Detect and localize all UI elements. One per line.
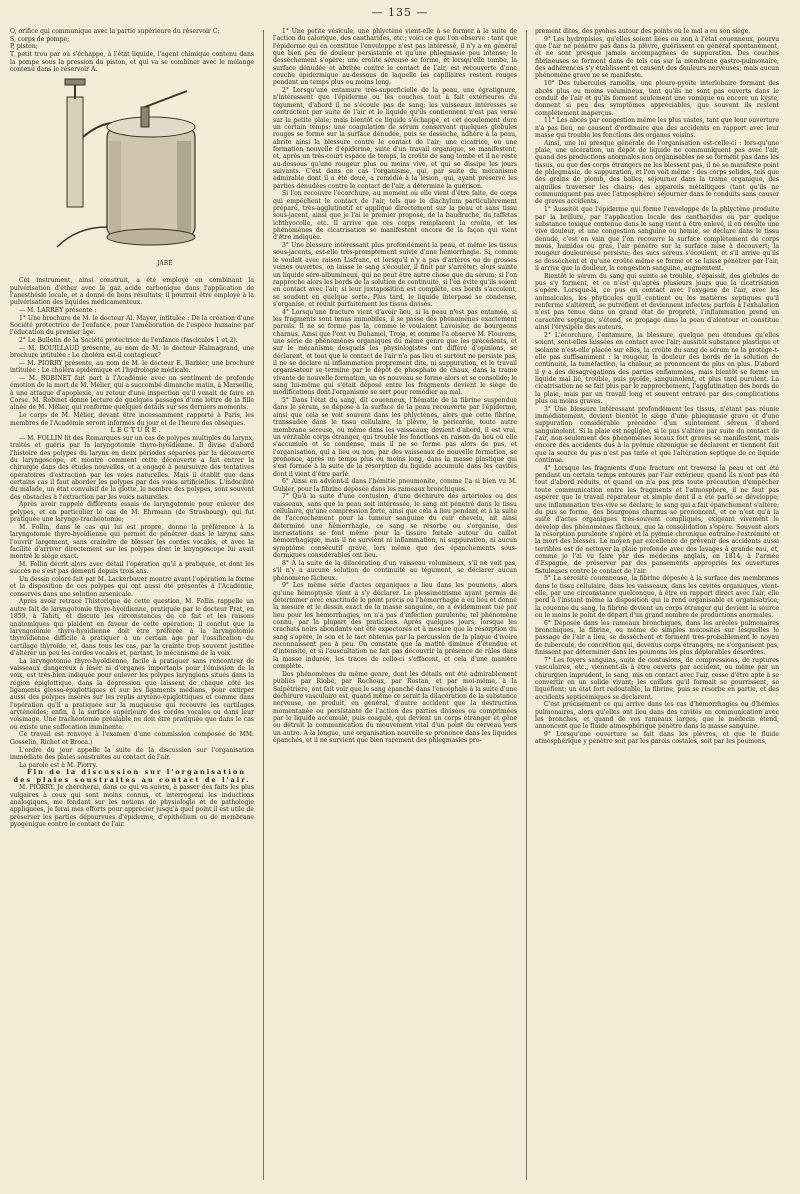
paragraph: 10° Des tubercules ramollis, une pleuro-pyoïte interlobaire formant des abcès plus ou moins volumineux, tant qu'ils ne sont pas ouverts dans le conduit de l'air et qu'ils forment seulement une vomique ou encore un kyste, donnent si peu des symptômes appréciables, que souvent ils restent complètement inaperçus.	[535, 80, 779, 117]
paragraph: 9° Les hydropisies, qu'elles soient liées ou non à l'état couenneux, pourvu que l'air ne pénètre pas dans la plèvre, guérissent en général spontanément, et ne sont presque jamais accompagnées de suppuration. Des couches fibrineuses se forment dans de tels cas sur la membrane gastro-pulmonaire, des adhérences s'y établissent et causent des douleurs nerveuses; mais aucun phénomène grave ne se manifeste.	[535, 35, 779, 80]
paragraph: M. PIORRY. Je chercherai, dans ce qui va suivre, à passer des faits les plus vulgaires à ceux qui sont moins connus, et interrogerai les inductions analogiques, me fondant sur les notions de physiologie et de pathologie appliquées, je ferai mes efforts pour apprécier jusqu'à quel point il est utile de préserver les parties dépourvues d'épiderme, d'épithélium ou de membrane pyogénique contre le contact de l'air.	[10, 784, 254, 829]
paragraph: C'est précisément ce qui arrive dans les cas d'hémorrhagies ou d'hémies pulmonaires, alors qu'elles ont lieu dans des cavités en communication avec les bronches, et quand de vos rameaux larges, que le médecin étend, annoncent que le fluide atmosphérique pénètre dans la masse sanguine.	[535, 701, 779, 731]
paragraph: — M. BOUILLAUD présente, au nom de M. le docteur Halmagrand, une brochure intitulée : Le choléra est-il contagieux?	[10, 344, 254, 360]
paragraph: 3° Une blessure intéressant plus profondément la peau, et même les tissus sous-jacents, est-elle très-promptement suivie d'une hémorrhagie. Si, comme le voulait avec raison Lisfranc, et lorsqu'il n'y a pas d'artères ou de grosses veines ouvertes, on laisse le sang s'écouler, il finit par s'arrêter; alors suinte un liquide séro-albumineux, qui ne peut être autre chose que du sérum; si l'on rapproche alors les bords de la solution de continuité, si l'on évite qu'ils soient en contact avec l'air, si leur juxtaposition est complète, ces bords s'accolent, se soudent en quelque sorte. Plus tard, le liquide interposé se condense, s'organise, et réunit parfaitement les tissus divisés.	[273, 242, 517, 308]
paragraph: Le corps de M. Mélier, devant être incessamment rapporté à Paris, les membres de l'Académie seront informés du jour et de l'heure des obsèques.	[10, 412, 254, 427]
paragraph: 9° Les même série d'actes organiques a lieu dans les poumons, alors qu'une hémoptysie vient à s'y déclarer. Le plessimétrisme ayant permis de déterminer avec exactitude le point précis où l'hémorrhagie a eu lieu et donné la mesure et le dessin exact de la masse sanguine, on a évidemment tué par lieu pour les hémorrhagies, on n'a pas d'infection purulente; tel phénomène connu, par la plupart des praticiens. Après quelques jours, lorsque les crachats noirs abondants ont été expectorés et à mesure que la résorption du sang s'opère, le son et le tact obtenus par la percussion de la plaque d'ivoire reconnaissent peu à peu. On constate que la matité diminue d'étendue et d'intensité, et si l'auscultation ne fait pas découvrir la présence de râles dans la masse indurée, les traces de cello-ci s'effacent, et cela d'une manière complète.	[273, 582, 517, 671]
paragraph: — M. FOLLIN lit des Remarques sur un cas de polypes multiples du larynx, traités et guéris par la laryngotomie thyro-hyoïdienne. Il divise d'abord l'histoire des polypes du larynx en deux périodes séparées par la découverte du laryngoscope, et montre comment cette découverte a fait entrer la chirurgie dans des études nouvelles, et a engagé à poursuivre des tentatives opératoires d'extraction par les voies naturelles. Mais il établit que dans certains cas il faut aborder les polypes par des voies artificielles. L'indocilité du malade, un état convulsif de la glotte, le nombre des polypes, sont souvent des obstacles à l'extraction par les voies naturelles.	[10, 434, 254, 501]
paragraph: M. Follin décrit alors avec détail l'opération qu'il a pratiquée, et dont les succès ne s'est pas démenti depuis trois ans.	[10, 560, 254, 576]
column-middle	[273, 28, 517, 1188]
paragraph: 5° Dans l'état du sang, dit couenneux, l'hématie de la fibrine suspendue dans le sérum, se dépose à la surface de la peau recouverte par l'épiderme, ainsi que cela se voit souvent dans les phlyctènes, alors que cette fibrine, transsudée dans le tissu cellulaire, la plèvre, le péricarde, toute autre membrane séreuse, ou même dans les vaisseaux; devient d'abord, il est vrai, un véritable corps étranger, qui trouble les fonctions en raison du lieu où elle s'accumule et se condense, mais il ne se forme pas alors de pus, et l'organisation, qui a lieu ou non, par des vaisseaux de nouvelle formation, se prononce, après un temps plus ou moins long, dans la masse plastique qui s'est formée à la suite de la résorption du liquide accumulé dans les cavités dont il vient d'être parlé.	[273, 397, 517, 478]
legend-line: O, orifice qui communique avec la partie supérieure du réservoir C;	[10, 28, 220, 35]
paragraph: 1° Une petite vésicule, une phlyctène vient-elle à se former à la suite de l'action du calorique, des cantharides, etc.; voici ce que l'on observe : tant que l'épiderme qui en constitue l'enveloppe n'est pas intéressé, il n'y a en général que bien peu de douleur persistante et qu'une phlegmasie peu intense; le dessèchement s'opère; une croûte séreuse se forme, et lorsqu'elle tombe, la surface dénudée et abritée contre le contact de l'air, est recouverte d'une couche épidermique au-dessous de laquelle les capillaires restent rouges pendant un temps plus ou moins long.	[273, 28, 517, 87]
column-left	[10, 28, 254, 1188]
paragraph: Après avoir rappelé différents essais de laryngotomie pour enlever des polypes, et en particulier le cas de M. Ehrmann (de Strasbourg), qui fut pratiquée une laryngo-trachéotomie;	[10, 501, 254, 524]
paragraph: La laryngotomie thyro-hyoïdienne, facile à pratiquer sans rencontrer de vaisseaux dangereux à léser ni d'organes importants pour l'émission de la voix, est très-bien indiquée pour enlever les polypes laryngiens situés dans la région épiglottique, dans la dépression que laissent de chaque côté les ligaments glosso-épiglottiques et sur les ligaments médians, pour extirper aussi des polypes insérés sur les replis aryténo-épiglottiques et comme dans l'opération qu'il a pratiquée sur la muqueuse qui recouvre les cartilages aryténoïdes; enfin, à la surface supérieure des cordes vocales ou dans leur voisinage. Une trachéotomie préalable ne doit être pratiquée que dans le cas où existe une suffocation imminente.	[10, 657, 254, 731]
pump-cylinder	[67, 97, 83, 207]
legend-line: T, petit trou par où s'échappe, à l'état liquide, l'agent chimique contenu dans la pompe sous la pression du piston, et qui va se combiner avec le mélange contenu dans le réservoir A.	[10, 51, 254, 73]
section-heading-discussion: Fin de la discussion sur l'organisation des plaies soustraites au contact de l'air.	[13, 768, 251, 784]
paragraph: Après avoir retracé l'historique de cette question, M. Follin rappelle un autre fait de laryngotomie thyro-hyoïdienne, pratiquée par le docteur Prat, en 1859, à Tahiti, et discute les circonstances de ce fait et les raisons anatomiques qui plaident en faveur de cette opération; il conclut que la laryngotomie thyro-hyoïdienne doit être préférée à la laryngotomie thyroïdienne difficile à pratiquer à un certain âge par l'ossification du cartilage thyroïde, et, dans tous les cas, par la crainte trop souvent justifiée d'altérer un peu les cordes vocales et, partant, le mécanisme de la voix.	[10, 598, 254, 657]
apparatus-illustration	[10, 77, 254, 273]
paragraph: Cet instrument, ainsi construit, a été employé en combinant la pulvérisation d'éther avec le gaz acide carbonique dans l'application de l'anesthésie locale, et a donné de bons résultats; il pourrait être employé à la pulvérisation des liquides médicamenteux.	[10, 277, 254, 307]
column-divider	[526, 30, 527, 1180]
paragraph: 2° Lorsqu'une entamure très-superficielle de la peau, une égratignure, n'intéressent que l'épiderme ou les couches tout à fait extérieures du tégument, d'abord il ne s'écoule pas de sang; les vaisseaux intéressés se contractent par suite de l'air et le liquide qu'ils contiennent n'est pas versé sur la petite plaie; mais bientôt ce liquide s'échappe, et cet écoulement dure un certain temps; une coagulation de sérum conservant quelques globules rouges se forme sur la surface dénudée, puis se dessèche, adhère à la peau, abrite ainsi la blessure contre le contact de l'air; une cicatrice, ou une formation nouvelle d'épiderme, suite d'un travail organique, se manifestent, et, après un très-court espace de temps, la croûte de sang tombe et il ne reste au-dessous qu'une rougeur plus ou moins vive, et qui se dissipe les jours suivants. C'est dans ce cas l'organisme, qui, par suite du mécanisme admirable dont il a été doué, a remédié à la lésion, qui, ayant préservé les parties dénudées contre le contact de l'air, a déterminé la guérison.	[273, 87, 517, 190]
section-heading-lecture: LECTURE.	[110, 426, 163, 435]
reservoir-top	[107, 117, 195, 137]
paragraph: 1° Une brochure de M. le docteur Al. Mayer, intitulée : De la création d'une Société protectrice de l'enfance, pour l'amélioration de l'espèce humaine par l'éducation du premier âge.	[10, 314, 254, 337]
paragraph: — M. PIORRY présente, au nom de M. le docteur E. Barbier, une brochure intitulée : Le choléra épidémique et l'hydrologie médicale.	[10, 359, 254, 375]
paragraph: Bientôt le sérum du sang qui suinte se trouble, s'épaissit, des globules de pus s'y forment, et ce n'est qu'après plusieurs jours que la cicatrisation s'opère. Lorsque-là, ce pus en contact avec l'oxygène de l'air, avec les animalcules, les phyticules qu'il contient ou les matières septiques qu'il renferme s'altèrent, se putréfient et deviennent infectes; parfois à l'exhalation n'est pas tenue dans un grand état de propreté, l'inflammation prend un caractère septique, s'étend, se propage dans la peau d'alentour et constitue ainsi l'érysipèle des auteurs.	[535, 272, 779, 332]
page-number: — 135 —	[371, 6, 429, 19]
paragraph: 4° Lorsque les fragments d'une fracture ont traversé la peau et ont été pendant un certain temps entourés par l'air extérieur, quand ils n'ont pas été tout d'abord réduits, et quand on n'a pas pris toute précaution d'empêcher toute communication entre les fragments et l'atmosphère, il ne faut pas espérer que le travail réparateur et simple dont il a été parlé se développe; une inflammation très-vive se déclare; le sang qui a fait épanchement s'altère; du pus se forme, des bourgeons charnus se prononcent, et ce n'est qu'à la suite d'actes organiques très-souvent compliqués, exigeant vivement le dévelop des phénomènes fâcheux, que la consolidation s'opère. Souvent alors la résorption purulente s'opère et la pyémie chronique entraîne l'extrémité et la mort des blessés. Le moyen par excellence de prévenir des accidents aussi terribles est de nettoyer la plaie profonde avec des lavages à grande eau, et, comme je l'ai vu faire par des médecins anglais, en 1814, à l'armée d'Espagne, de préserver par des pansements appropriés les ouvertures fistuleuses contre le contact de l'air.	[535, 464, 779, 575]
paragraph: 11° Les abcès par congestion même les plus vastes, tant que leur ouverture n'a pas lieu, ne causent d'ordinaire que des accidents en rapport avec leur masse qui trouble les fonctions des organes voisins.	[535, 117, 779, 139]
paragraph: Si l'on recouvre l'écorchure, au moment où elle vient d'être faite, de corps qui empêchent le contact de l'air, tels que le diachylum particulièrement préparé, très-agglutinatif et appliqué directement sur la peau et sans tissu sous-jacent, ainsi que je l'ai le premier proposé, de la baudruche, du taffetas ichthyocolle, etc. Il arrive que ces corps remplacent la croûte, et les phénomènes de cicatrisation se manifestent encore de la façon qui vient d'être indiquée.	[273, 190, 517, 242]
paragraph: — M. ROBINET fait part à l'Académie avec un sentiment de profonde émotion de la mort de M. Mélier, qui a succombé dimanche matin, à Marseille, à une attaque d'apoplexie, au retour d'une inspection qu'il venait de faire en Corse. M. Robinet donne lecture de quelques passages d'une lettre de la fille aînée de M. Mélier, qui renferme quelques détails sur ses derniers moments.	[10, 375, 254, 412]
figure-signature: JABÉ	[157, 260, 173, 268]
paragraph: 9° Lorsqu'une ouverture se fait dans les plèvres, et que le fluide atmosphérique y pénètre soit par les parois costales, soit par les poumons,	[535, 731, 779, 746]
paragraph: 5° La sérosité couenneuse, la fibrine déposée à la surface des membranes dans le tissu cellulaire, dans les vaisseaux, dans les cavités organiques, vient-elle, par une circonstance quelconque, à être en rapport direct avec l'air, elle perd à l'instant même la disposition qui la rend organisable et organisatrice; la couenne du sang, la fibrine devient un corps étranger qui devient la source ou le moins le point de départ d'un grand nombre de productions anormales.	[535, 575, 779, 620]
paragraph: Un dessin coloré fait par M. Lackerbauer montre avant l'opération la forme et la disposition de ces polypes qui ont aussi été présentés à l'Académie, conservés dans une solution arsenicale.	[10, 576, 254, 598]
paragraph: 2° Le Bulletin de la Société protectrice de l'enfance (fascicules 1 et 2).	[19, 337, 238, 345]
paragraph: M. Follin, dans le cas qui lui est propre, donne la préférence à la laryngotomie thyro-hyoïdienne qui permet de pénétrer dans le larynx sans l'ouvrir largement, sans craindre de blesser les cordes vocales, et avec la facilité d'arriver directement sur les polypes dont le laryngoscope lui avait montré le siège exact.	[10, 523, 254, 561]
paragraph: La parole est à M. Piorry.	[19, 761, 98, 769]
paragraph: 6° Déposée dans les rameaux bronchiques, dans les aréoles pulmonaires bronchiques, la fibrine, ou même de simples mucosités sur lesquelles le passage de l'air a lieu, se dessèchent et forment très-probablement le noyau de tubercule, de concrétion qui, devenus corps étrangers, ne s'organisent pas, finissent par déterminer dans les poumons les plus déplorables désordres.	[535, 619, 779, 657]
paragraph: 3° Une blessure intéressant profondément les tissus, n'étant pas réunie immédiatement, devient bientôt le siège d'une phlegmasie grave et d'une suppuration considérable précédée d'un suintement séreux d'abord sanguinolent. Si la plaie est négligée, si le pus s'altère par suite du contact de l'air, non-seulement des phénomènes locaux fort graves se manifestent, mais encore des accidents dus à la pyémie chronique se déclarent et tiennent fait que la source du pus n'est pas tarie et que l'altération septique de ce liquide continue.	[535, 405, 779, 465]
paragraph: 6° Ainsi en advient-il dans l'hémitie pneumonite, comme l'a si bien vu M. Gubler, pour la fibrine déposée dans les rameaux bronchiques.	[273, 478, 517, 493]
piston-handle	[65, 79, 85, 85]
paragraph: Ce travail est renvoyé à l'examen d'une commission composée de MM. Gosselin, Richet et Broca.)	[10, 731, 254, 746]
column-right	[535, 28, 779, 1188]
paragraph: L'ordre du jour appelle la suite de la discussion sur l'organisation immédiate des plaies soustraites au contact de l'air.	[10, 746, 254, 761]
nozzle	[141, 107, 149, 127]
paragraph: 1° Aussitôt que l'épiderme qui forme l'enveloppe de la phlyctène produite par la brûlure, par l'application locale des cantharides ou par quelque substance toxique contenue dans le sang vient à être enlevé, il en résulte une vive douleur, et une congestion sanguine ou hémie, se déclare dans le tissu dénudé, c'est en vain que l'on recouvre la surface complètement de corps mous, humides ou gras, l'air pénètre sur la surface mise à découvert; la rougeur douloureuse persiste; des sucs séreux s'écoulent, et s'il arrive qu'ils se dessèchent et qu'une croûte même se forme et se laisse pénétrer par l'air, il arrive que la douleur, la congestion sanguine, augmentent.	[535, 206, 779, 272]
paragraph: prement dites, des pyohes autour des points où le mal a eu son siège.	[535, 28, 751, 35]
paragraph: Ainsi, une loi presque générale de l'organisation est-celle-ci : lors-qu'une plaie, une ulcération, un dépôt de liquide ne communiquent pas avec l'air, quand des productions anormales non organisables ne se forment pas dans les tissus, ou que des corps étrangers ne les blessent pas, il ne se manifeste point de phlegmasie, de suppuration, et l'on voit même : des corps solides, tels que des grains de plomb, des balles, séjourner dans la trame organique, des aiguilles traverser les chairs; des appareils métalliques (tant qu'ils ne communiquent pas avec l'atmosphère) séjourner dans le conduits sans causer de graves accidents.	[535, 139, 779, 206]
paragraph: — M. LARREY présente :	[19, 307, 97, 314]
reservoir-base	[107, 229, 195, 245]
pump-apparatus-figure	[37, 77, 227, 273]
paragraph: 7° Les foyers sanguins, suite de contusions, de compressions, de ruptures vasculaires, etc., viennent-ils à être ouverts par accident, ou même par un chirurgien imprudent, le sang, mis en contact avec l'air, cesse d'être apte à se convertir en un solide vivant; les caillots qu'il formait se pourrissent, se liquéfient; un état fort redoutable, la fibrine, puis se résorbe en partie, et des accidents septicémiques se déclarent.	[535, 656, 779, 701]
paragraph: 7° Qu'à la suite d'une contusion, d'une déchirure des artérioles ou des vaisseaux, sans que la peau soit intéressée, le sang ait pénétré dans le tissu cellulaire, qu'une compression forte, ainsi que cela a lieu pendant et à la suite de l'accouchement pour la tumeur sanguine du cuir chevelu, ait ainsi déterminé une hémorrhagie, ce sang se résorbe ou s'organise, des incrustations se font même pour la tissure fœtale autour du caillot hémorrhagique, mais il ne survient ni inflammation, ni suppuration, ni aucun symptôme consécutif grave, lors même que des épanchements sous-dermiques considérables ont lieu.	[273, 493, 517, 560]
paragraph: 2° L'écorchure, l'entamure, la blessure, quelque peu étendues qu'elles soient, sont-elles laissées en contact avec l'air; aussitôt substance plastique et isolante n'est-elle placée sur elles, la croûte du sang de sérum ne la protège-t-elle pas suffisamment : la rougeur, la douleur des bords de la solution de continuité, la tuméfaction, la chaleur, se prononcent de plus en plus. D'abord il y a des désagrégations des parties enflammées, mais bientôt se forme un liquide mal lié, trouble, puis pyoïde, sanguinolent, et plus tard purulent. La cicatrisation ne se fait plus par le rapprochement, l'agglutination des bords de la plaie, mais par un travail long et souvent entravé par des complications plus ou moins graves.	[535, 331, 779, 405]
column-divider	[263, 30, 264, 1180]
legend-line: P, piston;	[10, 43, 38, 51]
legend-line: S, corps de pompe;	[10, 35, 70, 43]
paragraph: Des phénomènes du même genre, dont les détails ont été admirablement publiés par Riobé, par Rochoux, par Rostan, et par moi-même, à la Salpêtrière, ont fait voir que le sang épanché dans l'encéphale à la suite d'une déchirure vasculaire est, quand même ce serait la dilacération de la substance nerveuse, ne produit, en général, d'autre accident que la destruction momentanée ou persistante de l'action des parties divisées ou comprimées par le liquide accumulé, puis coagulé, qui devient un corps étranger et gêne ou détruit la communication du mouvement vital d'un point du cerveau vers un autre. A la longue, une organisation nouvelle se prononce dans les liquides épanchés, et il ne survient que bien rarement des phlegmasies pro-	[273, 670, 517, 744]
paragraph: 8° A la suite de la dilacération d'un vaisseau volumineux, s'il ne voit pas, s'il n'y a aucune solution de continuité au tégument, se déclarer aucun phénomène fâcheux.	[273, 559, 517, 582]
paragraph: 4° Lorsqu'une fracture vient d'avoir lieu, si la peau n'est pas entamée, si les fragments sont tenus immobiles, il se passe des phénomènes exactement pareils. Il ne se forme pas là, comme le voulaient Lavoisier, de bourgeons charnus. Ainsi que l'ont vu Duhamel, Troja, et comme l'a observé M. Flourens, une série de phénomènes organiques du même genre que les précédents, et sur le mécanisme desquels les physiologistes ont différé d'opinions, se déclarent, et tout que le contact de l'air n'a pas lieu et surtout ne persiste pas, il ne se déclare ni inflammation proprement dite, ni suppuration, et le travail organisateur se termine par le dépôt de phosphate de chaux, dans la trame vivante de nouvelle formation, un os nouveau se forme alors et se consolide; le sang lui-même qui s'était déposé entre les fragments devient le siège de modifications dont l'organisme se sert pour remédier au mal.	[273, 308, 517, 397]
